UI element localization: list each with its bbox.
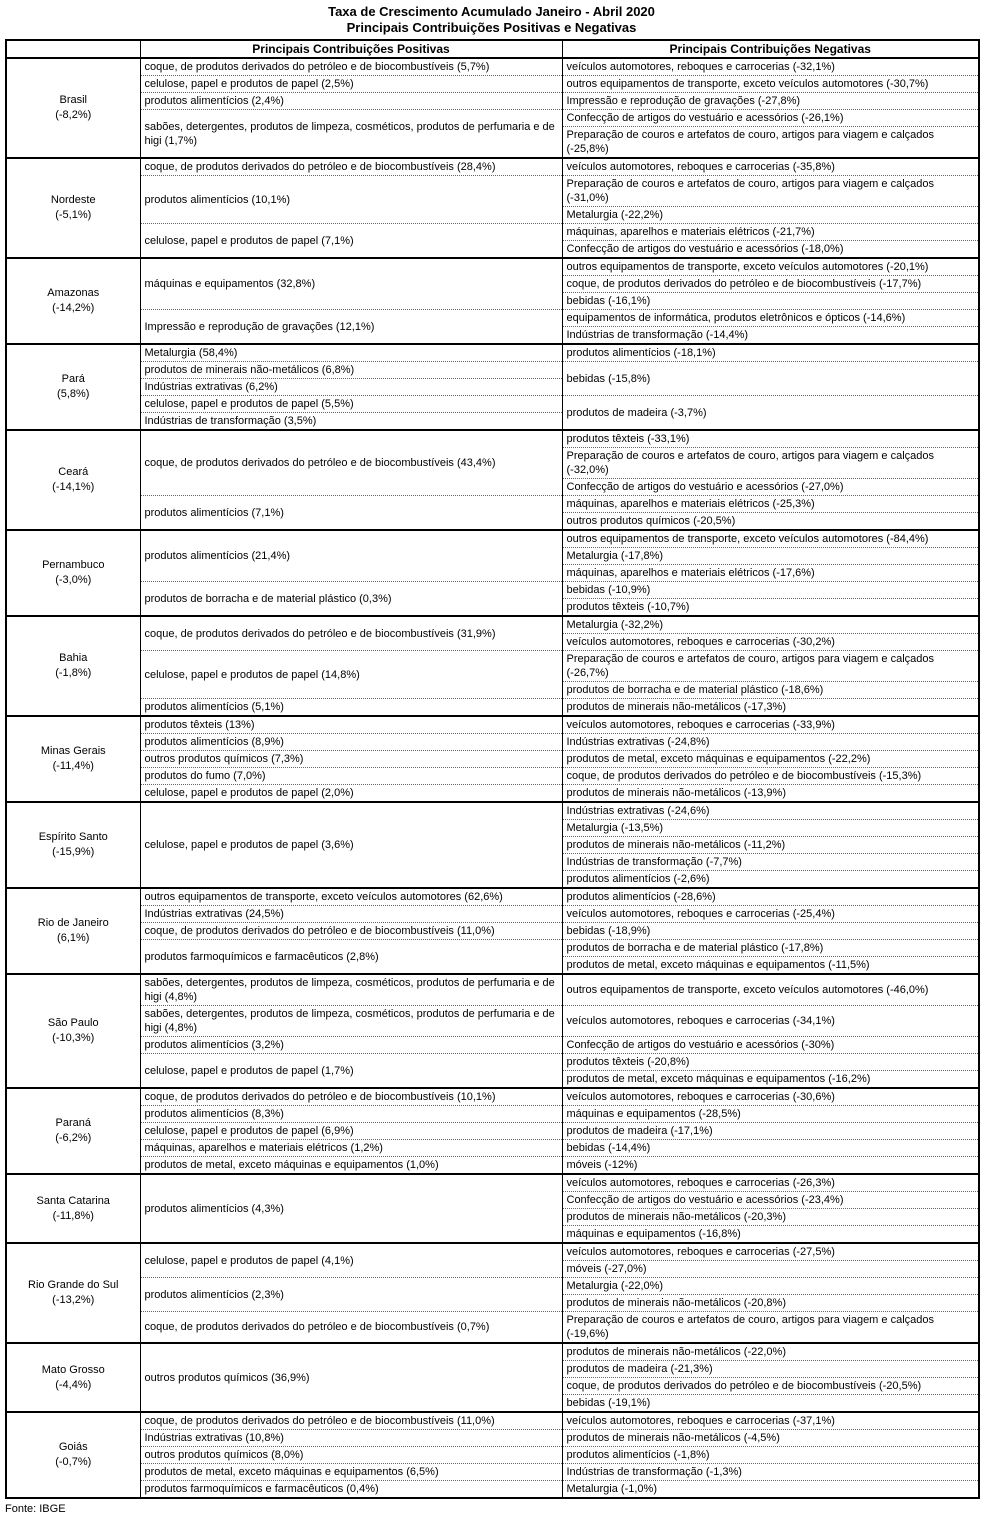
negative-item: Indústrias de transformação (-14,4%) [562,327,979,345]
table-row [6,1174,979,1192]
state-rate: (-11,4%) [52,760,94,772]
table-row [6,1088,979,1106]
state-cell [6,974,140,1088]
positive-item: outros produtos químicos (7,3%) [140,751,562,768]
state-rate: (-4,4%) [55,1378,92,1391]
negative-item: coque, de produtos derivados do petróleo e de biocombustíveis (-20,5%) [562,1378,979,1395]
state-name: Pernambuco [42,559,105,571]
negative-item: Preparação de couros e artefatos de couro, artigos para viagem e calçados (-31,0%) [562,176,979,207]
negative-item: produtos têxteis (-10,7%) [562,599,979,617]
positive-item: produtos alimentícios (21,4%) [140,530,562,582]
negative-item: produtos de minerais não-metálicos (-20,3%) [562,1209,979,1226]
negative-item: outros produtos químicos (-20,5%) [562,513,979,531]
state-rate: (-13,2%) [52,1294,95,1306]
state-name: Goiás [58,1441,88,1453]
negative-item: móveis (-12%) [562,1157,979,1175]
positive-item: coque, de produtos derivados do petróleo e de biocombustíveis (5,7%) [140,58,562,76]
table-row [6,396,979,413]
negative-item: produtos de madeira (-21,3%) [562,1361,979,1378]
negative-item: Preparação de couros e artefatos de couro, artigos para viagem e calçados (-25,8%) [562,127,979,159]
table-row [6,1464,979,1481]
state-rate: (5,8%) [57,388,90,400]
negative-item: bebidas (-16,1%) [562,293,979,310]
negative-item: outros equipamentos de transporte, exceto veículos automotores (-30,7%) [562,76,979,93]
positive-item: produtos alimentícios (7,1%) [140,496,562,531]
positive-item: produtos farmoquímicos e farmacêuticos (0,4%) [140,1481,562,1499]
positive-item: produtos de minerais não-metálicos (6,8%) [140,362,562,379]
state-name: Rio de Janeiro [37,917,109,929]
table-row [6,1037,979,1054]
table-row [6,785,979,803]
positive-item: produtos alimentícios (3,2%) [140,1037,562,1054]
table-row [6,110,979,127]
positive-item: celulose, papel e produtos de papel (4,1%) [140,1243,562,1278]
positive-item: produtos de borracha e de material plástico (0,3%) [140,582,562,617]
table-row [6,310,979,327]
negative-item: bebidas (-14,4%) [562,1140,979,1157]
negative-item: Impressão e reprodução de gravações (-27,8%) [562,93,979,110]
negative-item: produtos alimentícios (-18,1%) [562,344,979,362]
positive-item: celulose, papel e produtos de papel (14,8%) [140,651,562,699]
positive-item: coque, de produtos derivados do petróleo e de biocombustíveis (31,9%) [140,616,562,651]
table-row [6,93,979,110]
table-row [6,940,979,957]
positive-item: Indústrias extrativas (6,2%) [140,379,562,396]
negative-item: bebidas (-19,1%) [562,1395,979,1413]
negative-item: veículos automotores, reboques e carrocerias (-34,1%) [562,1006,979,1037]
positive-item: produtos alimentícios (2,4%) [140,93,562,110]
positive-item: máquinas, aparelhos e materiais elétricos (1,2%) [140,1140,562,1157]
negative-item: produtos de borracha e de material plástico (-17,8%) [562,940,979,957]
negative-item: produtos alimentícios (-28,6%) [562,888,979,906]
negative-item: veículos automotores, reboques e carrocerias (-32,1%) [562,58,979,76]
negative-item: produtos têxteis (-33,1%) [562,430,979,448]
negative-item: outros equipamentos de transporte, exceto veículos automotores (-46,0%) [562,974,979,1006]
negative-item: veículos automotores, reboques e carrocerias (-30,6%) [562,1088,979,1106]
state-cell [6,530,140,616]
table-row [6,344,979,362]
negative-item: Indústrias extrativas (-24,8%) [562,734,979,751]
positive-item: celulose, papel e produtos de papel (2,5%) [140,76,562,93]
negative-item: Confecção de artigos do vestuário e acessórios (-26,1%) [562,110,979,127]
table-row [6,224,979,241]
negative-item: outros equipamentos de transporte, exceto veículos automotores (-20,1%) [562,258,979,276]
state-cell [6,1174,140,1243]
positive-item: produtos alimentícios (8,9%) [140,734,562,751]
table-row [6,158,979,176]
negative-item: equipamentos de informática, produtos eletrônicos e ópticos (-14,6%) [562,310,979,327]
negative-item: coque, de produtos derivados do petróleo e de biocombustíveis (-17,7%) [562,276,979,293]
state-name: Brasil [59,94,87,106]
negative-item: produtos de metal, exceto máquinas e equipamentos (-16,2%) [562,1071,979,1089]
state-rate: (-5,1%) [55,209,92,221]
corner-cell [6,40,140,58]
positive-item: celulose, papel e produtos de papel (6,9%) [140,1123,562,1140]
header-row [6,40,979,58]
negative-item: máquinas, aparelhos e materiais elétricos (-25,3%) [562,496,979,513]
positive-item: Indústrias extrativas (10,8%) [140,1430,562,1447]
negative-item: veículos automotores, reboques e carrocerias (-27,5%) [562,1243,979,1261]
title-block [5,4,978,36]
negative-item: Preparação de couros e artefatos de couro, artigos para viagem e calçados (-32,0%) [562,448,979,479]
state-name: São Paulo [47,1017,99,1029]
table-row [6,734,979,751]
positive-item: sabões, detergentes, produtos de limpeza, cosméticos, produtos de perfumaria e de higi (4,8%) [140,1006,562,1037]
table-row [6,1123,979,1140]
negative-item: Confecção de artigos do vestuário e acessórios (-30%) [562,1037,979,1054]
table-row [6,768,979,785]
negative-item: Indústrias de transformação (-7,7%) [562,854,979,871]
positive-item: produtos alimentícios (2,3%) [140,1278,562,1312]
state-rate: (6,1%) [57,932,90,944]
state-name: Mato Grosso [41,1363,105,1376]
positive-item: celulose, papel e produtos de papel (1,7%) [140,1054,562,1089]
negative-item: Preparação de couros e artefatos de couro, artigos para viagem e calçados (-26,7%) [562,651,979,682]
negative-item: Metalurgia (-22,2%) [562,207,979,224]
positive-item: máquinas e equipamentos (32,8%) [140,258,562,310]
table-row [6,888,979,906]
negative-item: Indústrias extrativas (-24,6%) [562,802,979,820]
state-name: Pará [61,373,85,385]
negative-item: coque, de produtos derivados do petróleo e de biocombustíveis (-15,3%) [562,768,979,785]
negative-item: Metalurgia (-1,0%) [562,1481,979,1499]
negative-item: outros equipamentos de transporte, exceto veículos automotores (-84,4%) [562,530,979,548]
state-cell [6,344,140,430]
negative-item: veículos automotores, reboques e carrocerias (-26,3%) [562,1174,979,1192]
state-cell [6,1343,140,1412]
contributions-table [5,39,980,1499]
state-name: Santa Catarina [36,1194,110,1207]
positive-item: sabões, detergentes, produtos de limpeza, cosméticos, produtos de perfumaria e de higi (1,7%) [140,110,562,159]
state-name: Paraná [55,1117,91,1129]
state-cell [6,258,140,344]
negative-item: produtos de minerais não-metálicos (-20,8%) [562,1295,979,1312]
positive-item: produtos têxteis (13%) [140,716,562,734]
negative-item: produtos alimentícios (-1,8%) [562,1447,979,1464]
state-cell [6,1243,140,1343]
table-row [6,616,979,634]
negative-item: máquinas, aparelhos e materiais elétricos (-21,7%) [562,224,979,241]
negative-item: máquinas e equipamentos (-16,8%) [562,1226,979,1244]
positive-item: produtos do fumo (7,0%) [140,768,562,785]
negative-item: produtos têxteis (-20,8%) [562,1054,979,1071]
positive-item: produtos alimentícios (4,3%) [140,1174,562,1243]
state-cell [6,430,140,530]
table-row [6,430,979,448]
table-row [6,1243,979,1261]
table-row [6,496,979,513]
positive-item: Metalurgia (58,4%) [140,344,562,362]
table-row [6,1140,979,1157]
table-row [6,906,979,923]
negative-item: bebidas (-18,9%) [562,923,979,940]
state-rate: (-10,3%) [52,1032,95,1044]
state-name: Bahia [59,652,88,664]
positive-item: coque, de produtos derivados do petróleo e de biocombustíveis (28,4%) [140,158,562,176]
negative-item: produtos de minerais não-metálicos (-13,9%) [562,785,979,803]
state-rate: (-3,0%) [55,574,92,586]
table-row [6,1447,979,1464]
positive-item: celulose, papel e produtos de papel (3,6%) [140,802,562,888]
table-row [6,802,979,820]
state-rate: (-14,1%) [52,481,95,493]
state-rate: (-6,2%) [55,1132,92,1144]
state-rate: (-15,9%) [52,846,95,858]
negative-item: móveis (-27,0%) [562,1261,979,1278]
positive-item: coque, de produtos derivados do petróleo e de biocombustíveis (10,1%) [140,1088,562,1106]
negative-item: produtos de minerais não-metálicos (-4,5%) [562,1430,979,1447]
table-row [6,176,979,207]
negative-item: veículos automotores, reboques e carrocerias (-35,8%) [562,158,979,176]
state-rate: (-0,7%) [55,1456,92,1468]
negative-item: bebidas (-15,8%) [562,362,979,396]
table-row [6,651,979,682]
state-rate: (-14,2%) [52,302,95,314]
negative-column-header: Principais Contribuições Negativas [562,40,979,58]
negative-item: Confecção de artigos do vestuário e acessórios (-27,0%) [562,479,979,496]
state-cell [6,1412,140,1498]
negative-item: Metalurgia (-32,2%) [562,616,979,634]
negative-item: veículos automotores, reboques e carrocerias (-33,9%) [562,716,979,734]
state-cell [6,888,140,974]
table-row [6,58,979,76]
negative-item: Metalurgia (-17,8%) [562,548,979,565]
negative-item: Confecção de artigos do vestuário e acessórios (-18,0%) [562,241,979,259]
negative-item: bebidas (-10,9%) [562,582,979,599]
positive-item: sabões, detergentes, produtos de limpeza, cosméticos, produtos de perfumaria e de higi (4,8%) [140,974,562,1006]
negative-item: produtos de metal, exceto máquinas e equipamentos (-11,5%) [562,957,979,975]
state-name: Rio Grande do Sul [28,1279,119,1291]
table-row [6,699,979,717]
table-row [6,258,979,276]
positive-item: Impressão e reprodução de gravações (12,1%) [140,310,562,345]
state-rate: (-8,2%) [55,109,92,121]
negative-item: produtos alimentícios (-2,6%) [562,871,979,889]
negative-item: Metalurgia (-22,0%) [562,1278,979,1295]
negative-item: Preparação de couros e artefatos de couro, artigos para viagem e calçados (-19,6%) [562,1312,979,1344]
state-cell [6,802,140,888]
state-name: Ceará [58,466,89,478]
table-row [6,1312,979,1344]
positive-item: produtos farmoquímicos e farmacêuticos (2,8%) [140,940,562,975]
state-cell [6,58,140,158]
negative-item: produtos de madeira (-17,1%) [562,1123,979,1140]
negative-item: produtos de metal, exceto máquinas e equipamentos (-22,2%) [562,751,979,768]
positive-item: coque, de produtos derivados do petróleo e de biocombustíveis (0,7%) [140,1312,562,1344]
positive-item: produtos alimentícios (8,3%) [140,1106,562,1123]
negative-item: veículos automotores, reboques e carrocerias (-30,2%) [562,634,979,651]
negative-item: veículos automotores, reboques e carrocerias (-37,1%) [562,1412,979,1430]
positive-item: Indústrias de transformação (3,5%) [140,413,562,431]
positive-item: outros produtos químicos (36,9%) [140,1343,562,1412]
table-row [6,1412,979,1430]
negative-item: máquinas, aparelhos e materiais elétricos (-17,6%) [562,565,979,582]
table-row [6,1157,979,1175]
state-rate: (-11,8%) [52,1209,94,1222]
negative-item: produtos de borracha e de material plástico (-18,6%) [562,682,979,699]
table-row [6,751,979,768]
table-row [6,76,979,93]
state-cell [6,1088,140,1174]
positive-item: produtos alimentícios (5,1%) [140,699,562,717]
table-row [6,716,979,734]
state-cell [6,616,140,716]
state-rate: (-1,8%) [55,667,92,679]
state-name: Amazonas [47,287,100,299]
negative-item: máquinas e equipamentos (-28,5%) [562,1106,979,1123]
negative-item: produtos de minerais não-metálicos (-11,2%) [562,837,979,854]
table-row [6,1278,979,1295]
negative-item: produtos de minerais não-metálicos (-17,3%) [562,699,979,717]
positive-item: outros produtos químicos (8,0%) [140,1447,562,1464]
state-name: Minas Gerais [40,745,106,757]
negative-item: Metalurgia (-13,5%) [562,820,979,837]
positive-item: outros equipamentos de transporte, exceto veículos automotores (62,6%) [140,888,562,906]
table-row [6,1106,979,1123]
positive-item: Indústrias extrativas (24,5%) [140,906,562,923]
negative-item: Indústrias de transformação (-1,3%) [562,1464,979,1481]
table-row [6,1054,979,1071]
table-row [6,1343,979,1361]
positive-item: produtos de metal, exceto máquinas e equipamentos (1,0%) [140,1157,562,1175]
chart-subtitle: Principais Contribuições Positivas e Negativas [346,20,637,35]
positive-column-header: Principais Contribuições Positivas [140,40,562,58]
positive-item: celulose, papel e produtos de papel (7,1%) [140,224,562,259]
positive-item: coque, de produtos derivados do petróleo e de biocombustíveis (11,0%) [140,923,562,940]
negative-item: produtos de minerais não-metálicos (-22,0%) [562,1343,979,1361]
table-row [6,1481,979,1499]
positive-item: produtos de metal, exceto máquinas e equipamentos (6,5%) [140,1464,562,1481]
table-row [6,974,979,1006]
negative-item: Confecção de artigos do vestuário e acessórios (-23,4%) [562,1192,979,1209]
positive-item: celulose, papel e produtos de papel (2,0%) [140,785,562,803]
table-row [6,1006,979,1037]
positive-item: celulose, papel e produtos de papel (5,5%) [140,396,562,413]
table-row [6,530,979,548]
positive-item: coque, de produtos derivados do petróleo e de biocombustíveis (11,0%) [140,1412,562,1430]
table-row [6,582,979,599]
table-row [6,362,979,379]
state-cell [6,716,140,802]
state-name: Nordeste [50,194,96,206]
chart-title: Taxa de Crescimento Acumulado Janeiro - Abril 2020 [328,4,655,19]
positive-item: produtos alimentícios (10,1%) [140,176,562,224]
table-row [6,1430,979,1447]
state-cell [6,158,140,258]
source-note: Fonte: IBGE [5,1503,66,1515]
negative-item: veículos automotores, reboques e carrocerias (-25,4%) [562,906,979,923]
state-name: Espírito Santo [38,831,108,843]
positive-item: coque, de produtos derivados do petróleo e de biocombustíveis (43,4%) [140,430,562,496]
table-row [6,923,979,940]
negative-item: produtos de madeira (-3,7%) [562,396,979,431]
